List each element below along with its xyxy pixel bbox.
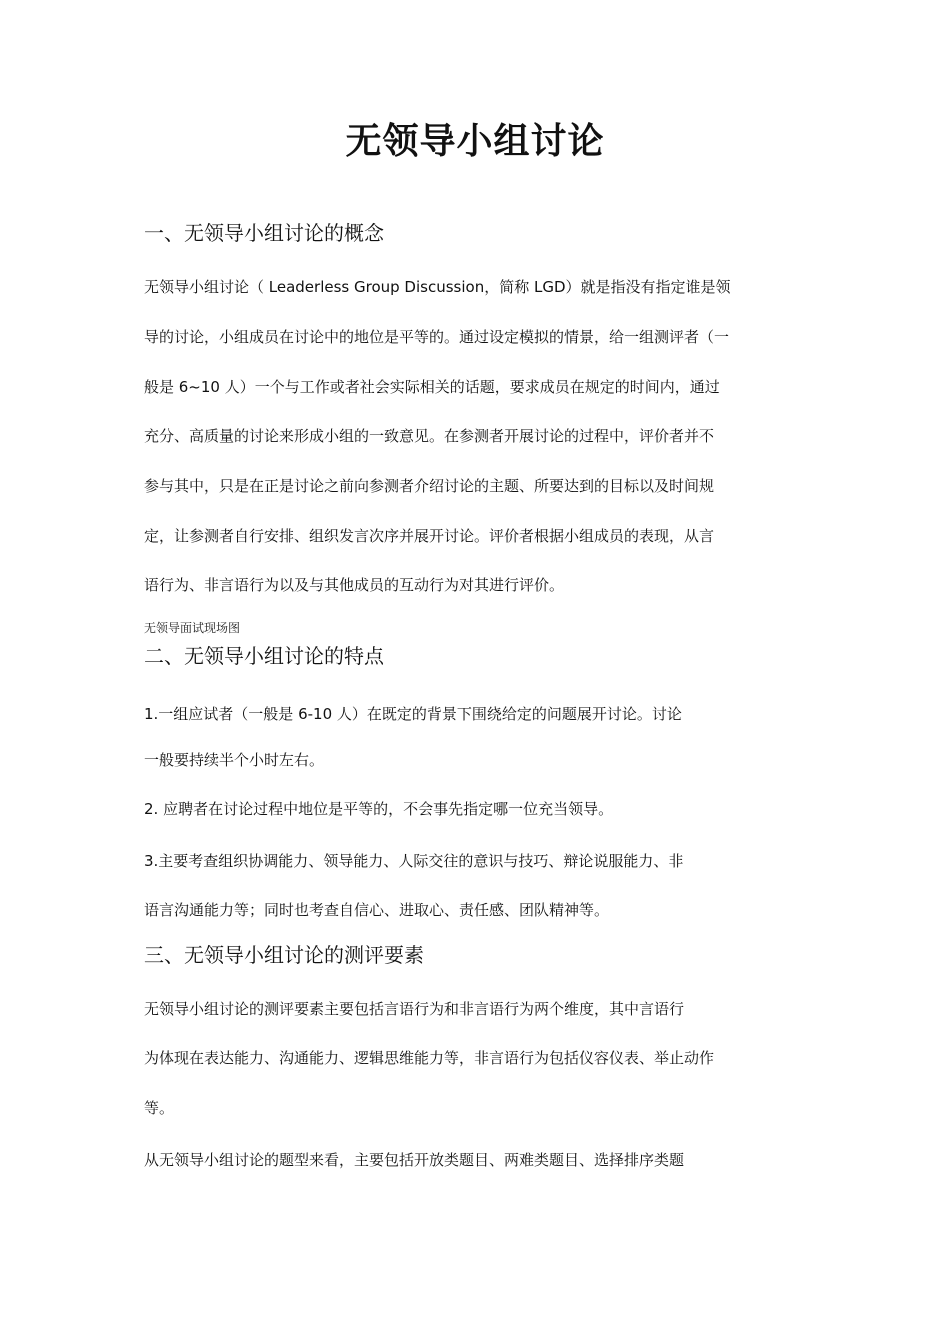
paragraph-line: 为体现在表达能力、沟通能力、逻辑思维能力等，非言语行为包括仪容仪表、举止动作	[144, 1049, 715, 1067]
paragraph-line: 无领导小组讨论（ Leaderless Group Discussion，简称 LGD）就是指没有指定谁是领	[144, 278, 731, 296]
paragraph-line: 无领导小组讨论的测评要素主要包括言语行为和非言语行为两个维度，其中言语行	[144, 1000, 685, 1018]
section-heading-features: 二、无领导小组讨论的特点	[144, 644, 384, 668]
list-item-line: 2. 应聘者在讨论过程中地位是平等的，不会事先指定哪一位充当领导。	[144, 800, 614, 818]
list-item-line: 1.一组应试者（一般是 6-10 人）在既定的背景下围绕给定的问题展开讨论。讨论	[144, 705, 682, 723]
paragraph-line: 充分、高质量的讨论来形成小组的一致意见。在参测者开展讨论的过程中，评价者并不	[144, 427, 715, 445]
paragraph-line: 从无领导小组讨论的题型来看，主要包括开放类题目、两难类题目、选择排序类题	[144, 1151, 685, 1169]
image-caption: 无领导面试现场图	[144, 621, 241, 635]
paragraph-line: 定，让参测者自行安排、组织发言次序并展开讨论。评价者根据小组成员的表现，从言	[144, 527, 715, 545]
list-item-line: 3.主要考查组织协调能力、领导能力、人际交往的意识与技巧、辩论说服能力、非	[144, 852, 684, 870]
section-heading-elements: 三、无领导小组讨论的测评要素	[144, 943, 424, 967]
paragraph-line: 等。	[144, 1099, 175, 1117]
paragraph-line: 般是 6~10 人）一个与工作或者社会实际相关的话题，要求成员在规定的时间内，通过	[144, 378, 720, 396]
paragraph-line: 参与其中，只是在正是讨论之前向参测者介绍讨论的主题、所要达到的目标以及时间规	[144, 477, 715, 495]
list-item-line: 语言沟通能力等；同时也考查自信心、进取心、责任感、团队精神等。	[144, 901, 610, 919]
list-item-line: 一般要持续半个小时左右。	[144, 751, 325, 769]
section-heading-concept: 一、无领导小组讨论的概念	[144, 221, 384, 245]
paragraph-line: 导的讨论，小组成员在讨论中的地位是平等的。通过设定模拟的情景，给一组测评者（一	[144, 328, 730, 346]
paragraph-line: 语行为、非言语行为以及与其他成员的互动行为对其进行评价。	[144, 576, 565, 594]
document-title: 无领导小组讨论	[345, 121, 605, 162]
